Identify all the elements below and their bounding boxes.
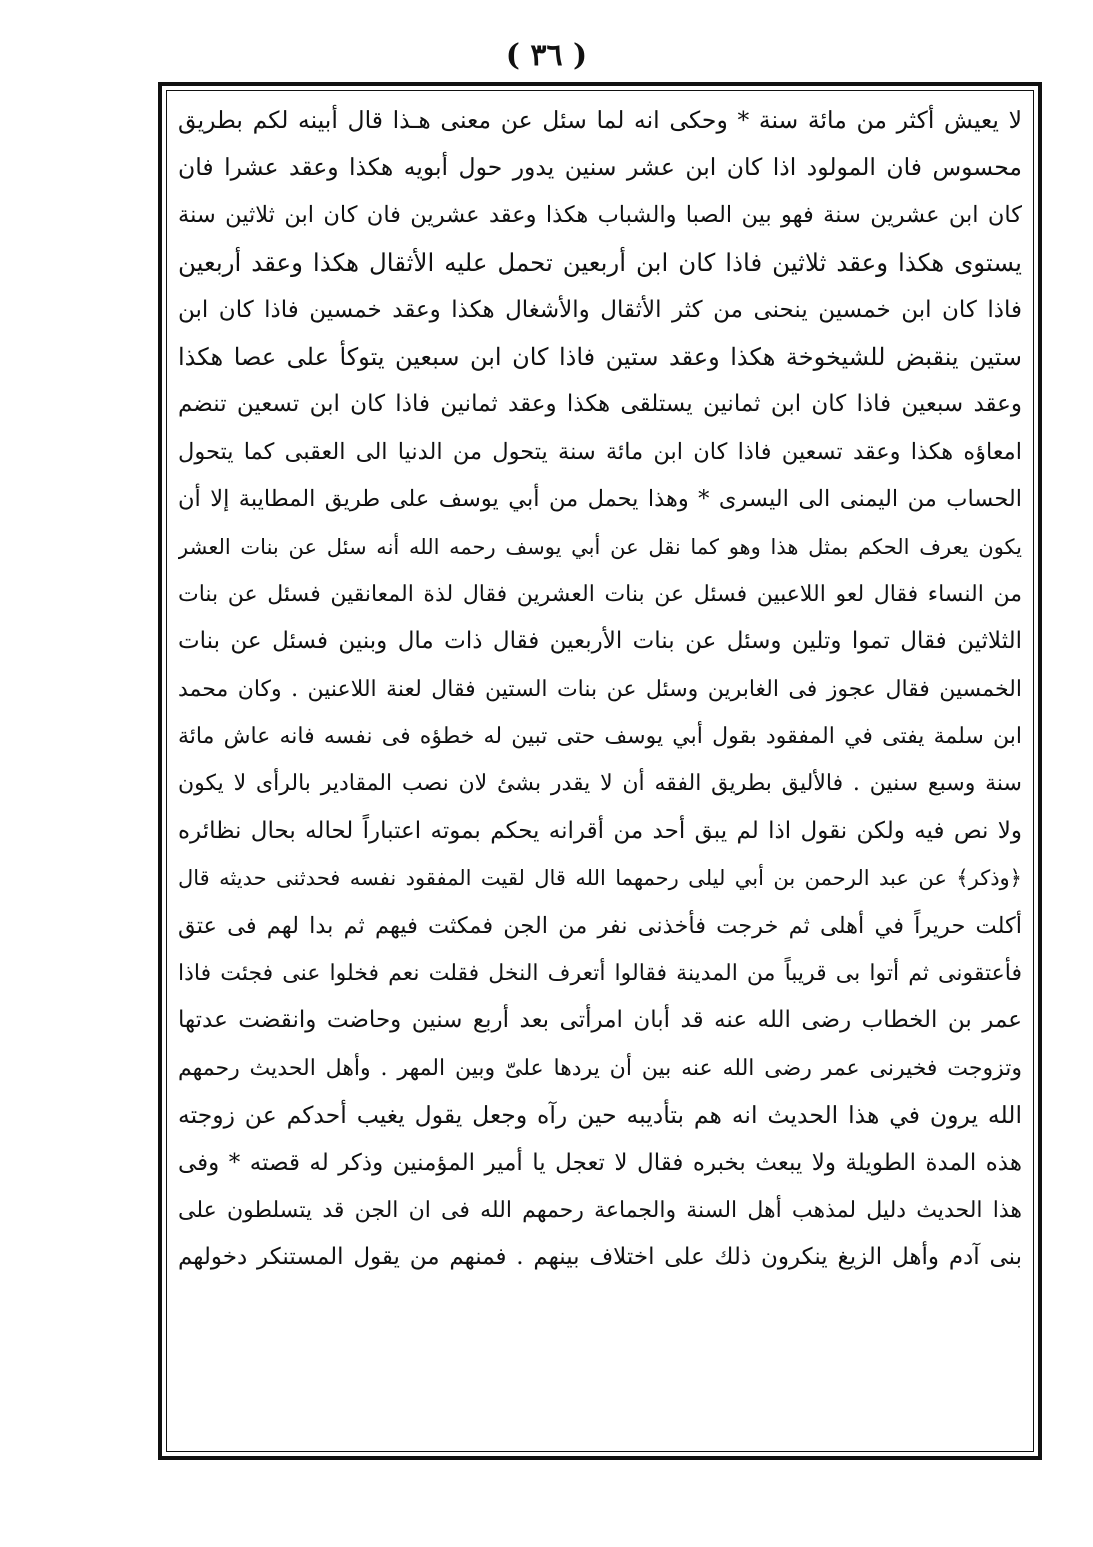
- text-line: محسوس فان المولود اذا كان ابن عشر سنين يدور حول أبويه هكذا وعقد عشرا فان: [178, 153, 1022, 182]
- text-line: لا يعيش أكثر من مائة سنة * وحكى انه لما سئل عن معنى هـذا قال أبينه لكم بطريق: [178, 106, 1022, 134]
- text-line: ﴿وذكر﴾ عن عبد الرحمن بن أبي ليلى رحمهما الله قال لقيت المفقود نفسه فحدثنى حديثه قال: [178, 866, 1022, 891]
- text-line: ستين ينقبض للشيخوخة هكذا وعقد ستين فاذا كان ابن سبعين يتوكأ على عصا هكذا: [178, 342, 1022, 371]
- text-line: فاذا كان ابن خمسين ينحنى من كثر الأثقال والأشغال هكذا وعقد خمسين فاذا كان ابن: [178, 296, 1022, 323]
- text-line: يكون يعرف الحكم بمثل هذا وهو كما نقل عن أبي يوسف رحمه الله أنه سئل عن بنات العشر: [178, 534, 1022, 559]
- text-line: امعاؤه هكذا وعقد تسعين فاذا كان ابن مائة سنة يتحول من الدنيا الى العقبى كما يتحول: [178, 438, 1022, 465]
- text-line: أكلت حريراً في أهلى ثم خرجت فأخذنى نفر من الجن فمكثت فيهم ثم بدا لهم فى عتق: [178, 912, 1022, 939]
- text-line: بنى آدم وأهل الزيغ ينكرون ذلك على اختلاف بينهم . فمنهم من يقول المستنكر دخولهم: [178, 1244, 1022, 1271]
- text-line: كان ابن عشرين سنة فهو بين الصبا والشباب هكذا وعقد عشرين فان كان ابن ثلاثين سنة: [178, 201, 1022, 228]
- text-line: من النساء فقال لعو اللاعبين فسئل عن بنات العشرين فقال لذة المعانقين فسئل عن بنات: [178, 581, 1022, 607]
- text-line: ولا نص فيه ولكن نقول اذا لم يبق أحد من أقرانه يحكم بموته اعتباراً لحاله بحال نظائره: [178, 817, 1022, 844]
- page-number: ( ٣٦ ): [505, 38, 588, 73]
- text-line: الثلاثين فقال تموا وتلين وسئل عن بنات الأربعين فقال ذات مال وبنين فسئل عن بنات: [178, 628, 1022, 655]
- text-line: وتزوجت فخيرنى عمر رضى الله عنه بين أن يردها علىّ وبين المهر . وأهل الحديث رحمهم: [178, 1055, 1022, 1081]
- text-line: سنة وسبع سنين . فالأليق بطريق الفقه أن لا يقدر بشئ لان نصب المقادير بالرأى لا يكون: [178, 771, 1022, 797]
- text-line: يستوى هكذا وعقد ثلاثين فاذا كان ابن أربعين تحمل عليه الأثقال هكذا وعقد أربعين: [178, 248, 1022, 278]
- text-line: هذا الحديث دليل لمذهب أهل السنة والجماعة رحمهم الله فى ان الجن قد يتسلطون على: [178, 1197, 1022, 1223]
- text-line: عمر بن الخطاب رضى الله عنه قد أبان امرأتى بعد أربع سنين وحاضت وانقضت عدتها: [178, 1007, 1022, 1034]
- text-line: فأعتقونى ثم أتوا بى قريباً من المدينة فقالوا أتعرف النخل فقلت نعم فخلوا عنى فجئت فاذا: [178, 961, 1022, 987]
- text-line: الله يرون في هذا الحديث انه هم بتأديبه حين رآه وجعل يقول يغيب أحدكم عن زوجته: [178, 1101, 1022, 1130]
- text-line: ابن سلمة يفتى في المفقود بقول أبي يوسف حتى تبين له خطؤه فى نفسه فانه عاش مائة: [178, 724, 1022, 750]
- text-line: هذه المدة الطويلة ولا يبعث بخبره فقال لا تعجل يا أمير المؤمنين وذكر له قصته * وفى: [178, 1149, 1022, 1176]
- text-line: الحساب من اليمنى الى اليسرى * وهذا يحمل من أبي يوسف على طريق المطايبة إلا أن: [178, 486, 1022, 513]
- text-line: وعقد سبعين فاذا كان ابن ثمانين يستلقى هكذا وعقد ثمانين فاذا كان ابن تسعين تنضم: [178, 391, 1022, 418]
- body-text: [178, 97, 1022, 1447]
- text-line: الخمسين فقال عجوز فى الغابرين وسئل عن بنات الستين فقال لعنة اللاعنين . وكان محمد: [178, 676, 1022, 702]
